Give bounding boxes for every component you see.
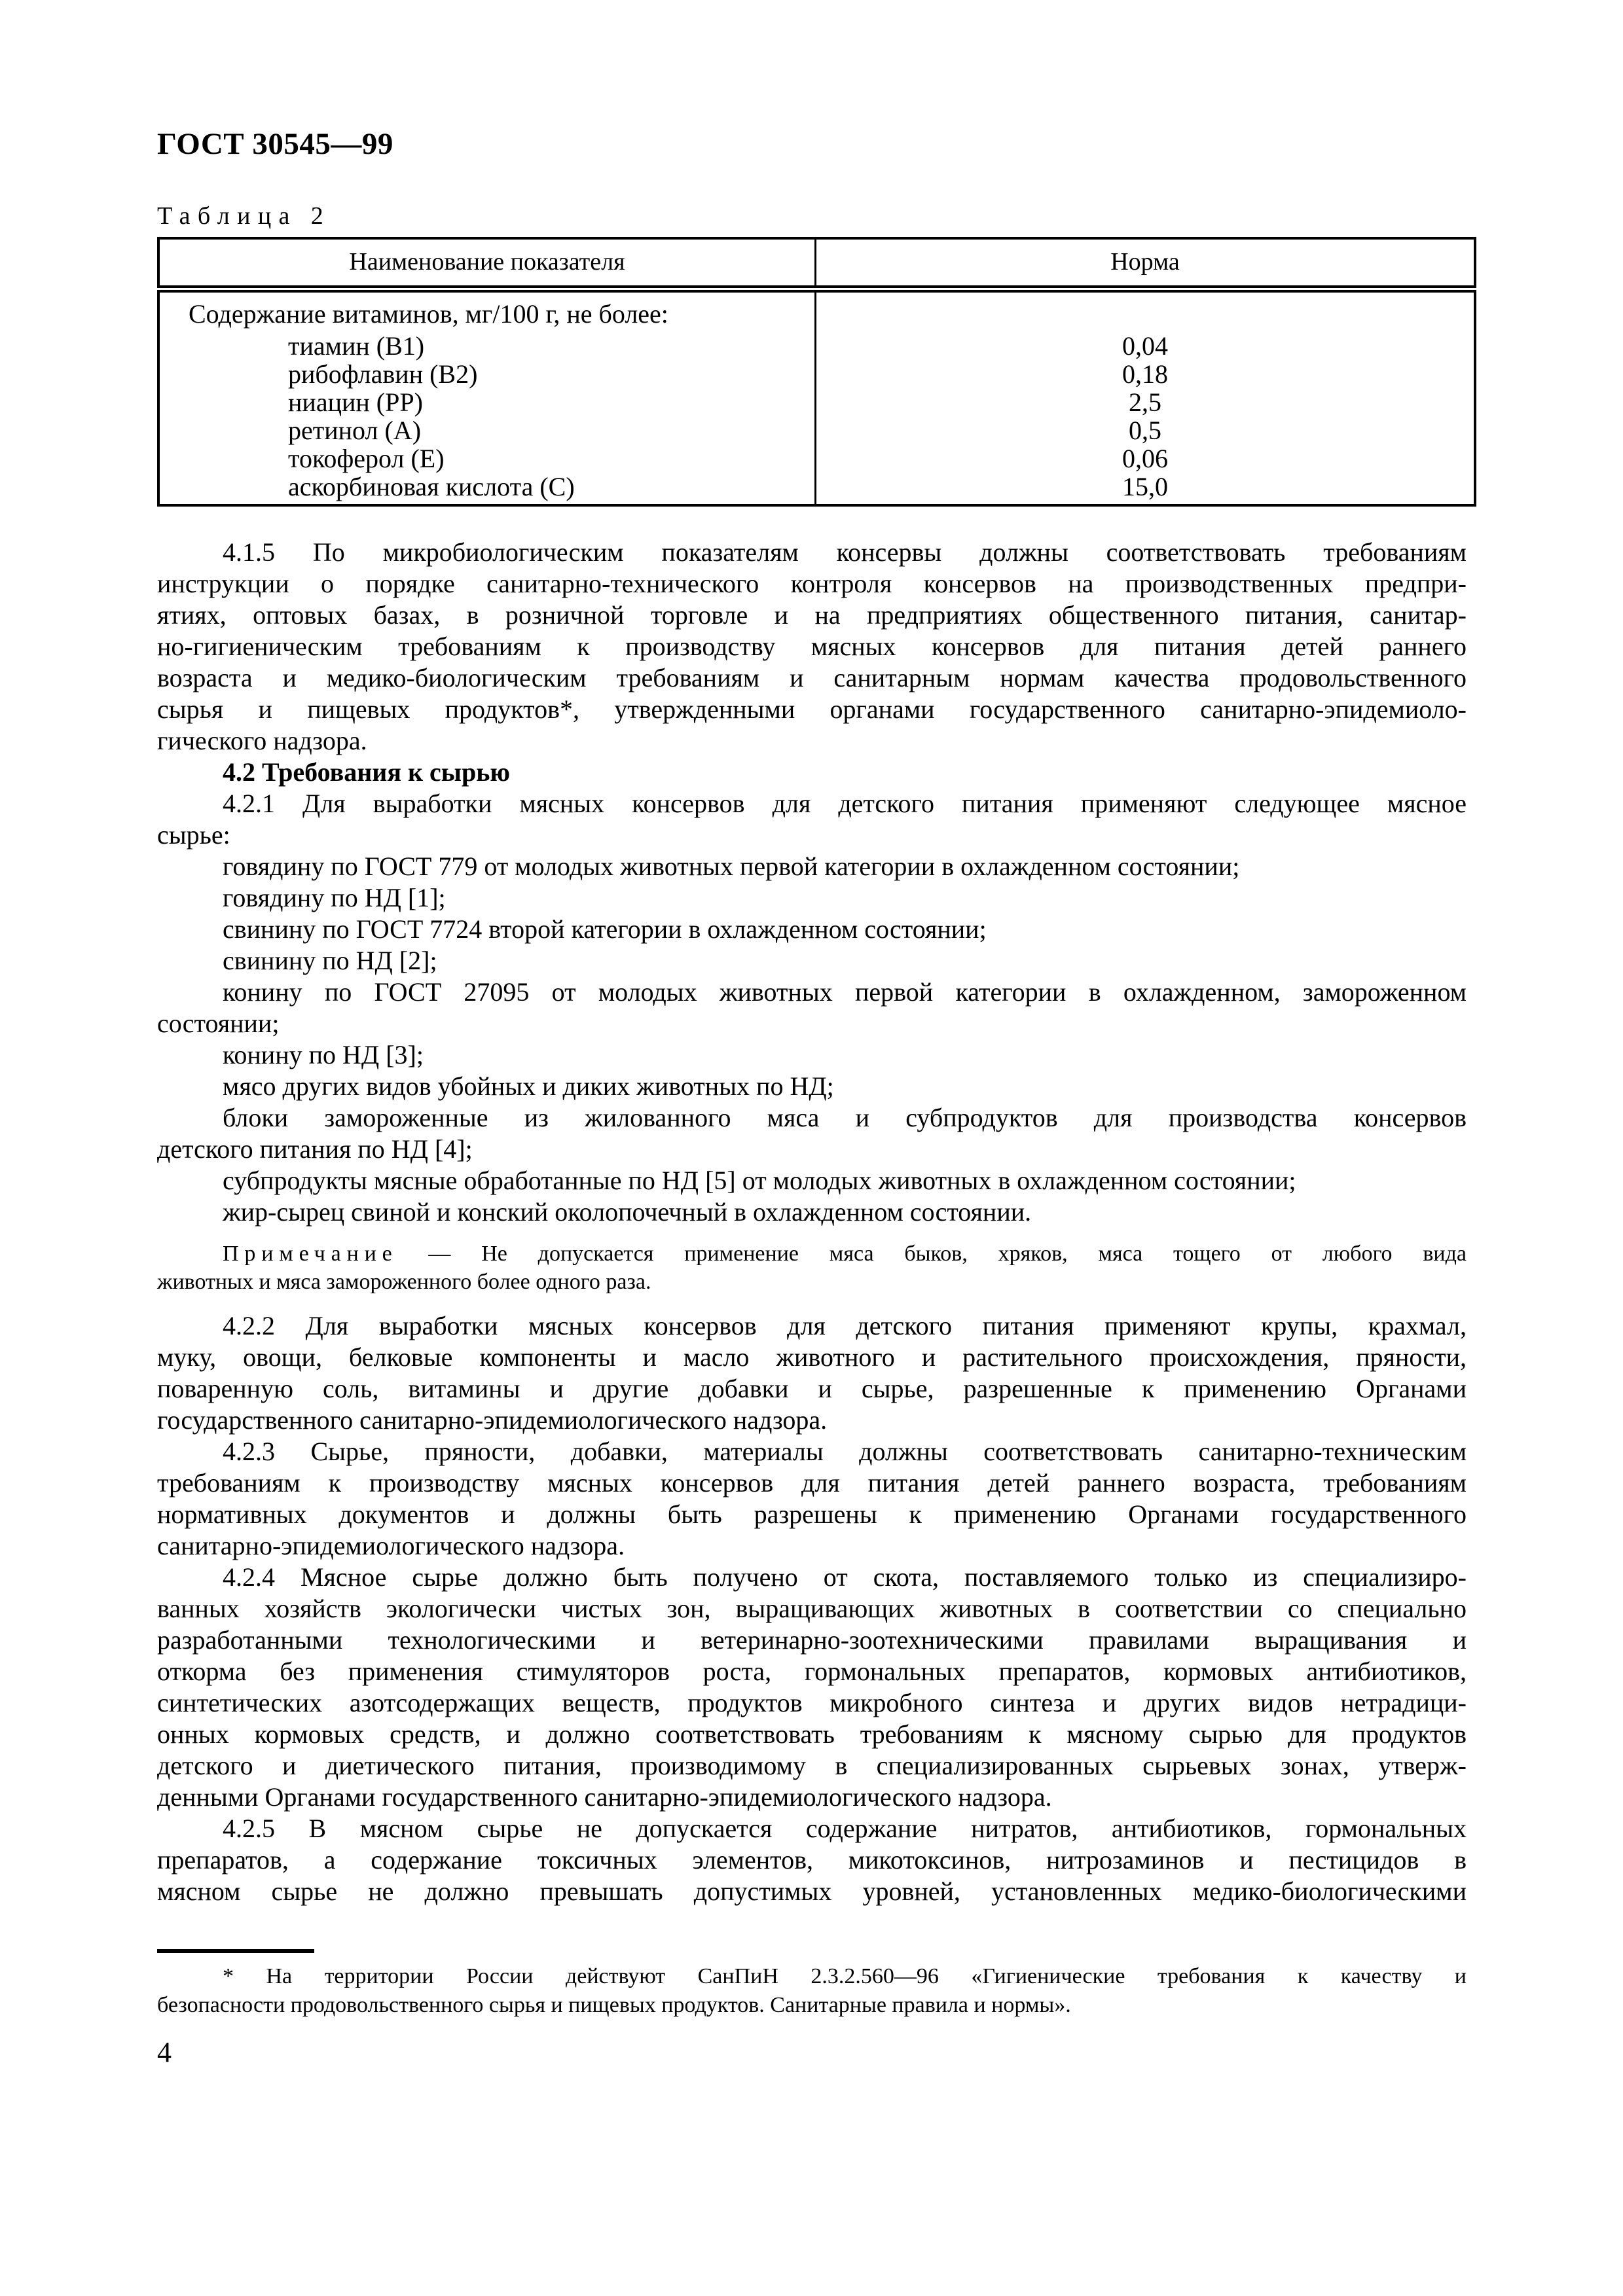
text-line: сырья и пищевых продуктов*, утвержденными органами государственного санитарно-эпидемиоло- bbox=[157, 694, 1467, 724]
list-item bbox=[157, 1071, 1467, 1102]
heading-4-2: 4.2 Требования к сырью bbox=[223, 757, 510, 787]
text-line: муку, овощи, белковые компоненты и масло животного и растительного происхождения, пряности, bbox=[157, 1342, 1467, 1372]
text-line bbox=[157, 1240, 1467, 1268]
list-item bbox=[157, 1039, 1467, 1071]
text-line: мясо других видов убойных и диких животных по НД; bbox=[223, 1071, 834, 1101]
footnote-divider bbox=[157, 1949, 314, 1953]
indicator-name: ниацин (РР) bbox=[288, 387, 423, 417]
text-line: субпродукты мясные обработанные по НД [5] от молодых животных в охлажденном состоянии; bbox=[223, 1166, 1296, 1195]
text-line: говядину по ГОСТ 779 от молодых животных первой категории в охлажденном состоянии; bbox=[223, 852, 1240, 881]
doc-code-header: ГОСТ 30545—99 bbox=[157, 127, 393, 161]
paragraph-4-2-2 bbox=[157, 1310, 1467, 1436]
list-item bbox=[157, 977, 1467, 1039]
text-line: животных и мяса замороженного более одного раза. bbox=[157, 1270, 651, 1294]
text-line: сырье: bbox=[157, 820, 230, 850]
paragraph-4-2-3 bbox=[157, 1436, 1467, 1562]
text-line: нормативных документов и должны быть разрешены к применению Органами государственного bbox=[157, 1499, 1467, 1529]
table-row bbox=[158, 332, 1475, 360]
page-content bbox=[157, 0, 1467, 2068]
table-row bbox=[158, 388, 1475, 416]
group-value-cell bbox=[815, 289, 1475, 332]
text-line: поваренную соль, витамины и другие добавки и сырье, разрешенные к применению Органами bbox=[157, 1374, 1467, 1403]
paragraph-4-2-4 bbox=[157, 1562, 1467, 1813]
paragraph-4-1-5 bbox=[157, 537, 1467, 757]
text-line: разработанными технологическими и ветеринарно-зоотехническими правилами выращивания и bbox=[157, 1625, 1467, 1655]
note-label: Примечание bbox=[223, 1242, 398, 1266]
list-item bbox=[157, 851, 1467, 882]
text-line: возраста и медико-биологическим требованиям и санитарным нормам качества продовольственного bbox=[157, 663, 1467, 692]
column-header-name: Наименование показателя bbox=[158, 238, 815, 289]
list-item bbox=[157, 1196, 1467, 1228]
text-line: конину по ГОСТ 27095 от молодых животных первой категории в охлажденном, замороженном bbox=[223, 977, 1467, 1007]
list-item bbox=[157, 1102, 1467, 1165]
text-line: мясном сырье не должно превышать допустимых уровней, установленных медико-биологическими bbox=[157, 1876, 1467, 1906]
text-line: свинину по НД [2]; bbox=[223, 946, 437, 975]
group-label-cell: Содержание витаминов, мг/100 г, не более: bbox=[189, 299, 668, 329]
text-line: но-гигиеническим требованиям к производству мясных консервов для питания детей раннего bbox=[157, 632, 1467, 661]
table-header-row bbox=[158, 238, 1475, 289]
text-line: 4.2.5 В мясном сырье не допускается содержание нитратов, антибиотиков, гормональных bbox=[223, 1814, 1467, 1843]
list-item bbox=[157, 882, 1467, 914]
text-line: 4.1.5 По микробиологическим показателям консервы должны соответствовать требованиям bbox=[223, 537, 1467, 567]
text-line: препаратов, а содержание токсичных элементов, микотоксинов, нитрозаминов и пестицидов в bbox=[157, 1845, 1467, 1874]
table-body bbox=[158, 289, 1475, 506]
text-line: денными Органами государственного санитарно-эпидемиологического надзора. bbox=[157, 1782, 1052, 1812]
text-line: ятиях, оптовых базах, в розничной торговле и на предприятиях общественного питания, санитар- bbox=[157, 600, 1467, 630]
indicator-name: ретинол (А) bbox=[288, 416, 422, 445]
text-line: 4.2.2 Для выработки мясных консервов для детского питания применяют крупы, крахмал, bbox=[223, 1311, 1467, 1340]
paragraph-4-2-1 bbox=[157, 788, 1467, 851]
table-row bbox=[158, 473, 1475, 505]
text-line: требованиям к производству мясных консервов для питания детей раннего возраста, требованиям bbox=[157, 1468, 1467, 1498]
footnote-block bbox=[157, 1962, 1467, 2020]
list-item bbox=[157, 1165, 1467, 1196]
text-line: 4.2.1 Для выработки мясных консервов для детского питания применяют следующее мясное bbox=[223, 789, 1467, 818]
table-row-group bbox=[158, 289, 1475, 332]
indicator-value: 0,18 bbox=[815, 360, 1475, 388]
indicator-value: 0,5 bbox=[815, 416, 1475, 444]
indicator-value: 2,5 bbox=[815, 388, 1475, 416]
text-line: говядину по НД [1]; bbox=[223, 883, 446, 912]
text-line: блоки замороженные из жилованного мяса и субпродуктов для производства консервов bbox=[223, 1103, 1467, 1132]
indicator-value: 0,06 bbox=[815, 444, 1475, 473]
vitamins-table bbox=[157, 237, 1476, 507]
text-line: безопасности продовольственного сырья и пищевых продуктов. Санитарные правила и нормы». bbox=[157, 1993, 1071, 2017]
text-line: детского и диетического питания, производимому в специализированных сырьевых зонах, утверж- bbox=[157, 1751, 1467, 1780]
text-line: * На территории России действуют СанПиН 2.3.2.560—96 «Гигиенические требования к качеству и bbox=[223, 1964, 1467, 1988]
page-number: 4 bbox=[157, 2036, 172, 2068]
text-line: синтетических азотсодержащих веществ, продуктов микробного синтеза и других видов нетрадици- bbox=[157, 1688, 1467, 1717]
text-line: инструкции о порядке санитарно-технического контроля консервов на производственных предпри- bbox=[157, 569, 1467, 598]
table-row bbox=[158, 444, 1475, 473]
list-item bbox=[157, 914, 1467, 945]
indicator-name: токоферол (Е) bbox=[288, 444, 445, 473]
indicator-name: рибофлавин (В2) bbox=[288, 359, 478, 389]
note-text: — Не допускается применение мяса быков, хряков, мяса тощего от любого вида bbox=[428, 1242, 1467, 1266]
body-text bbox=[157, 537, 1467, 1907]
indicator-name: аскорбиновая кислота (С) bbox=[288, 472, 575, 501]
text-line: свинину по ГОСТ 7724 второй категории в охлажденном состоянии; bbox=[223, 914, 987, 944]
table-row bbox=[158, 416, 1475, 444]
text-line: состоянии; bbox=[157, 1009, 280, 1038]
paragraph-4-2-5 bbox=[157, 1813, 1467, 1907]
indicator-value: 15,0 bbox=[815, 473, 1475, 505]
table-row bbox=[158, 360, 1475, 388]
text-line: откорма без применения стимуляторов роста, гормональных препаратов, кормовых антибиотиков, bbox=[157, 1657, 1467, 1686]
indicator-name: тиамин (В1) bbox=[288, 331, 425, 361]
text-line: 4.2.4 Мясное сырье должно быть получено от скота, поставляемого только из специализиро- bbox=[223, 1562, 1467, 1592]
text-line: детского питания по НД [4]; bbox=[157, 1134, 473, 1164]
text-line: ванных хозяйств экологически чистых зон, выращивающих животных в соответствии со специально bbox=[157, 1594, 1467, 1623]
column-header-norm: Норма bbox=[815, 238, 1475, 289]
text-line: онных кормовых средств, и должно соответствовать требованиям к мясному сырью для продуктов bbox=[157, 1719, 1467, 1749]
text-line: государственного санитарно-эпидемиологического надзора. bbox=[157, 1405, 828, 1435]
text-line: 4.2.3 Сырье, пряности, добавки, материалы должны соответствовать санитарно-техническим bbox=[223, 1437, 1467, 1466]
text-line: гического надзора. bbox=[157, 726, 367, 755]
table-caption: Таблица 2 bbox=[157, 202, 331, 230]
text-line: санитарно-эпидемиологического надзора. bbox=[157, 1531, 625, 1560]
note-block bbox=[157, 1240, 1467, 1296]
table-header bbox=[158, 238, 1475, 289]
list-item bbox=[157, 945, 1467, 977]
text-line: конину по НД [3]; bbox=[223, 1040, 424, 1069]
indicator-value: 0,04 bbox=[815, 332, 1475, 360]
text-line: жир-сырец свиной и конский околопочечный в охлажденном состоянии. bbox=[223, 1197, 1032, 1227]
